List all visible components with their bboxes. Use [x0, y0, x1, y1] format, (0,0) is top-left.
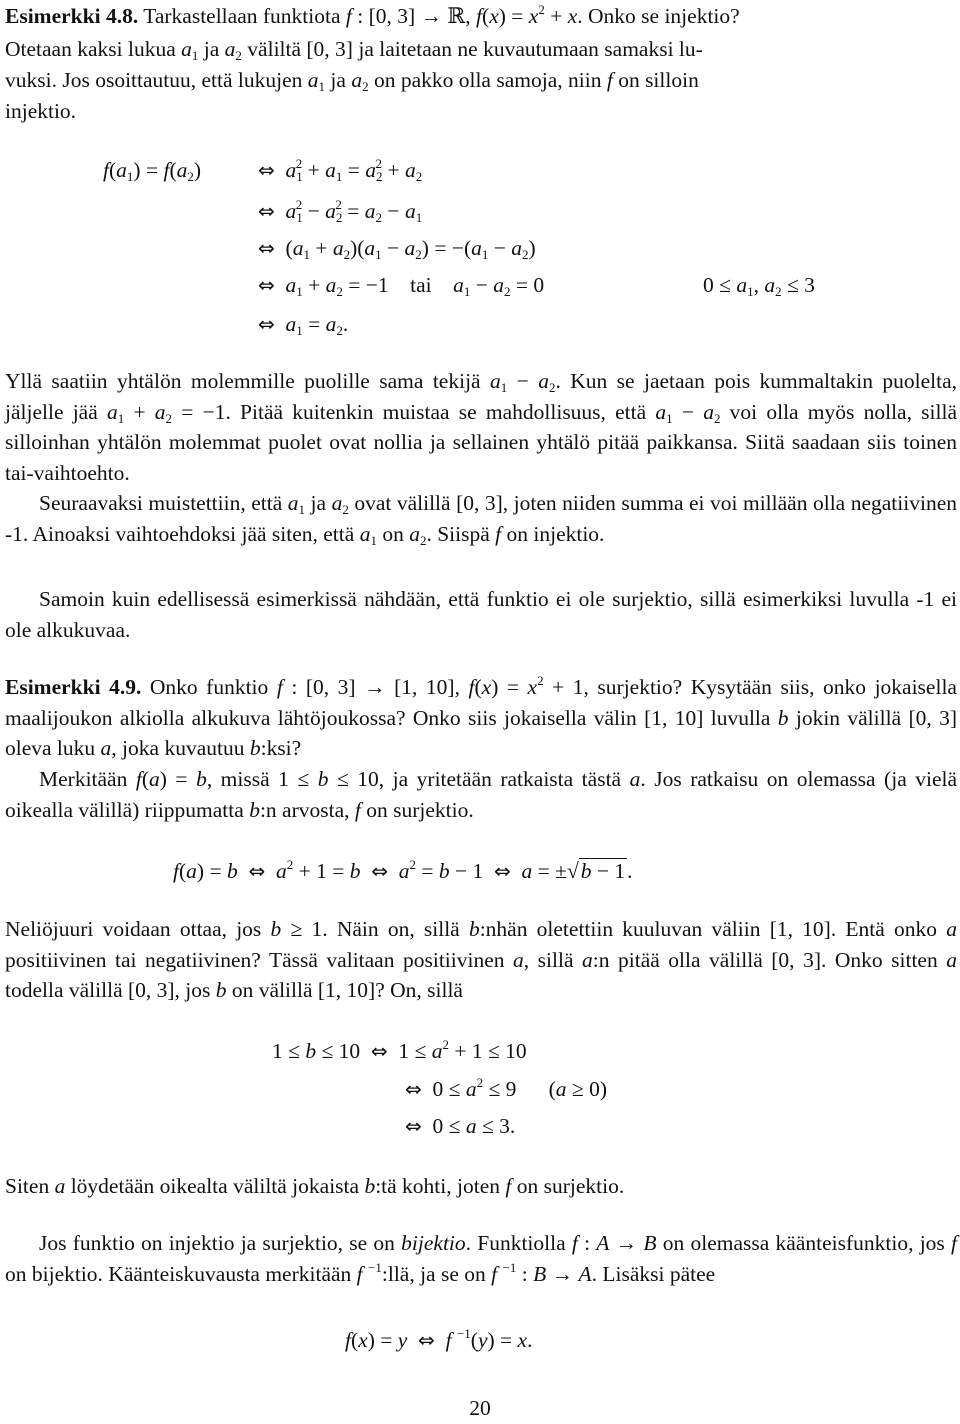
example-intro-text: Tarkastellaan funktiota f : [0, 3] → ℝ, $f(x) = x^2 + x$. Onko se injektio?: [143, 2, 740, 28]
iff-symbol: ⇔: [248, 859, 266, 883]
derivation-row-5: ⇔ $a_1 = a_2$.: [258, 312, 349, 338]
example-4-9-paragraph-1: Esimerkki 4.9. Onko funktio f : [0, 3] → [1, 10], $f(x) = x^2 + 1$, surjektio? Kysytään siis, onko jokaisella maalijoukon alkiolla alkukuva lähtöjoukossa? Onko siis jokaisella välin [1, 10] luvulla b jokin välillä [0, 3] oleva luku a, joka kuvautuu b:ksi?: [5, 673, 957, 760]
iff-symbol: ⇔: [405, 1114, 422, 1138]
iff-symbol: ⇔: [371, 859, 388, 883]
iff-symbol: ⇔: [494, 859, 511, 883]
derivation-row-3: ⇔ $(a_1 + a_2)(a_1 - a_2) = -(a_1 - a_2)$: [258, 236, 536, 262]
page-number: 20: [469, 1396, 491, 1420]
example-4-9-paragraph-2: Merkitään f(a) = b, missä 1 ≤ b ≤ 10, ja yritetään ratkaista tästä a. Jos ratkaisu on olemassa (ja vielä oikealla välillä) riippumatta b:n arvosta, f on surjektio.: [5, 767, 958, 822]
example-heading: Esimerkki 4.9.: [5, 675, 142, 699]
example-4-8-line-2: Otetaan kaksi lukua $a_1$ ja $a_2$ väliltä [0, 3] ja laitetaan ne kuvautumaan samaksi lu-: [5, 37, 703, 63]
iff-symbol: ⇔: [405, 1077, 422, 1101]
iff-symbol: ⇔: [258, 312, 275, 336]
example-4-8-line-3: vuksi. Jos osoittautuu, että lukujen $a_1$ ja $a_2$ on pakko olla samoja, niin f on silloin: [5, 68, 699, 94]
iff-symbol: ⇔: [258, 273, 275, 297]
example-4-8-paragraph-2: Seuraavaksi muistettiin, että $a_1$ ja $a_2$ ovat välillä [0, 3], joten niiden summa ei voi millään olla negatiivinen -1. Ainoaksi vaihtoehdoksi jää siten, että $a_1$ on $a_2$. Siispä f on injektio.: [5, 491, 957, 548]
derivation-row-1: ⇔ $a_1^2 + a_1 = a_2^2 + a_2$: [258, 156, 423, 184]
inverse-equation: f(x) = y ⇔ f $^{-1}$(y) = x.: [345, 1326, 533, 1352]
surjectivity-equation: f(a) = b ⇔ $a^2 + 1 = b$ ⇔ $a^2 = b - 1$ ⇔ a = ±√b − 1.: [173, 857, 633, 883]
example-4-9-paragraph-4: Siten a löydetään oikealta väliltä jokaista b:tä kohti, joten f on surjektio.: [5, 1174, 625, 1198]
range-row-1: 1 ≤ b ≤ 10 ⇔ $1 \le a^2 + 1 \le 10$: [272, 1037, 527, 1063]
range-row-2: ⇔ $0 \le a^2 \le 9$ (a ≥ 0): [405, 1075, 608, 1101]
bijection-paragraph: Jos funktio on injektio ja surjektio, se on bijektio. Funktiolla f : A → B on olemassa käänteisfunktio, jos f on bijektio. Käänteiskuvausta merkitään f $^{-1}$:llä, ja se on f $^{-1}$ : B → A. Lisäksi pätee: [5, 1231, 957, 1286]
derivation-constraint: $0 \le a_1$, $a_2 \le 3$: [703, 273, 815, 299]
example-4-8-line-1: [5, 1, 740, 32]
iff-symbol: ⇔: [258, 158, 275, 182]
example-heading: Esimerkki 4.8.: [5, 4, 139, 28]
derivation-lhs: $f(a_1) = f(a_2)$: [103, 158, 202, 184]
example-4-8-paragraph-1: Yllä saatiin yhtälön molemmille puolille sama tekijä $a_1 - a_2$. Kun se jaetaan pois kummaltakin puolelta, jäljelle jää $a_1 + a_2 = -1$. Pitää kuitenkin muistaa se mahdollisuus, että $a_1 - a_2$ voi olla myös nolla, sillä silloinhan yhtälön molemmat puolet ovat nollia ja sellainen yhtälö pitää paikkansa. Siitä saadaan siis toinen tai-vaihtoehto.: [5, 369, 958, 485]
example-4-9-paragraph-3: Neliöjuuri voidaan ottaa, jos b ≥ 1. Näin on, sillä b:nhän oletettiin kuuluvan väliin [1, 10]. Entä onko a positiivinen tai negatiivinen? Tässä valitaan positiivinen a, sillä a:n pitää olla välillä [0, 3]. Onko sitten a todella välillä [0, 3], jos b on välillä [1, 10]? On, sillä: [5, 917, 957, 1002]
derivation-row-4: ⇔ $a_1 + a_2 = -1$ tai $a_1 - a_2 = 0$: [258, 273, 545, 299]
example-4-8-line-4: injektio.: [5, 99, 77, 123]
iff-symbol: ⇔: [258, 199, 275, 223]
derivation-row-2: ⇔ $a_1^2 - a_2^2 = a_2 - a_1$: [258, 197, 423, 225]
example-4-8-paragraph-3: Samoin kuin edellisessä esimerkissä nähdään, että funktio ei ole surjektio, sillä esimerkiksi luvulla -1 ei ole alkukuvaa.: [5, 587, 957, 642]
iff-symbol: ⇔: [258, 236, 275, 260]
range-row-3: ⇔ 0 ≤ a ≤ 3.: [405, 1114, 516, 1138]
iff-symbol: ⇔: [370, 1039, 388, 1063]
square-root-radicand: b − 1: [580, 859, 626, 883]
iff-symbol: ⇔: [418, 1328, 435, 1352]
